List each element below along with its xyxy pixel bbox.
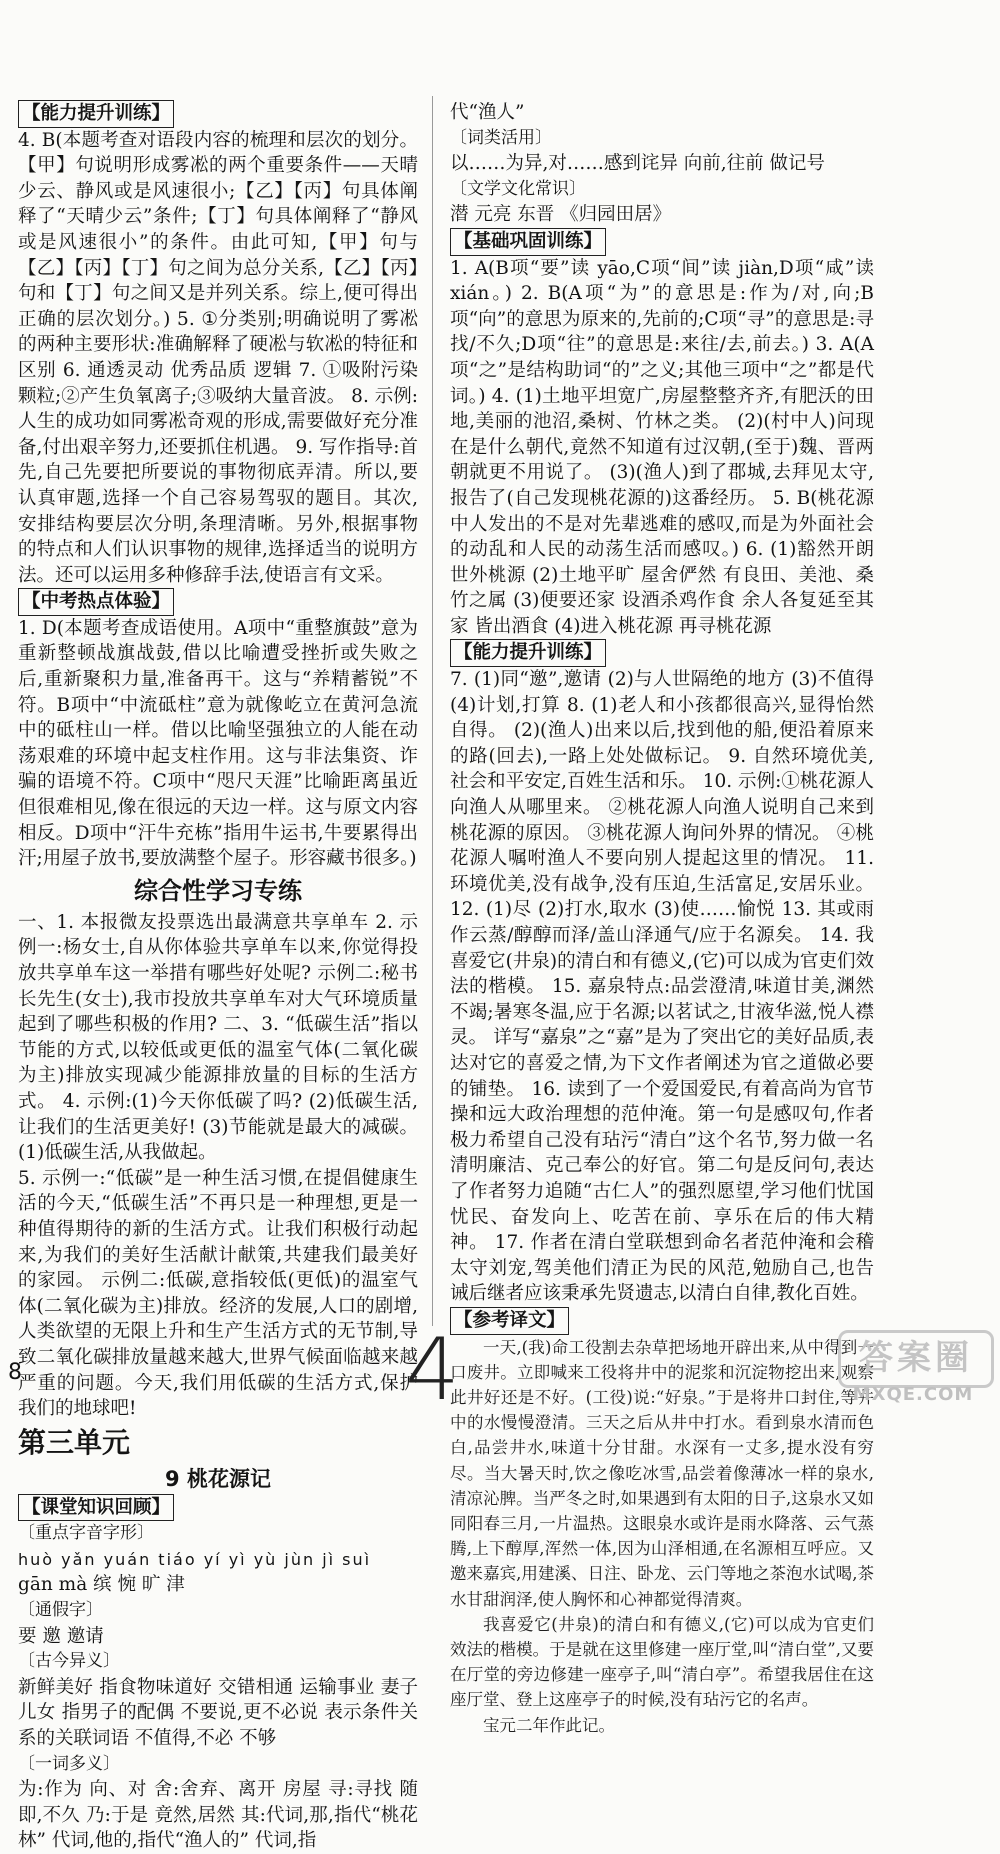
section-header-ability: 【能力提升训练】 — [450, 639, 606, 667]
section-header-basic: 【基础巩固训练】 — [450, 228, 606, 256]
sub-heading: 〔重点字音字形〕 — [18, 1523, 154, 1544]
answer-line: 要 邀 邀请 — [18, 1625, 104, 1647]
answer-paragraph: 为:作为 向、对 舍:舍弃、离开 房屋 寻:寻找 随即,不久 乃:于是 竟然,居然 其:代词,那,指代“桃花林” 代词,他的,指代“渔人的” 代词,指 — [18, 1779, 418, 1852]
translation-paragraph: 一天,(我)命工役割去杂草把场地开辟出来,从中得到一口废井。立即喊来工役将井中的泥浆和沉淀物挖出来,观察此井好还是不好。(工役)说:“好泉。”于是将井口封住,等井中的水慢慢澄清。三天之后从井中打水。看到泉水清而色白,品尝井水,味道十分甘甜。水深有一丈多,提水没有穷尽。当大暑天时,饮之像吃冰雪,品尝着像薄冰一样的泉水,清凉沁脾。当严冬之时,如果遇到有太阳的日子,这泉水又如同阳春三月,一片温热。这眼泉水或许是雨水降落、云气蒸腾,上下醇厚,浑然一体,因为山泽相通,在名源相互呼应。又邀来嘉宾,用建溪、日注、卧龙、云门等地之茶泡水试喝,茶水甘甜润泽,使人胸怀和心神都觉得清爽。 — [450, 1337, 874, 1609]
sub-heading: 〔文学文化常识〕 — [450, 178, 586, 199]
section-header-ability: 【能力提升训练】 — [18, 100, 174, 128]
chars-line: gān mà 缤 惋 旷 津 — [18, 1574, 185, 1596]
sub-heading: 〔一词多义〕 — [18, 1753, 120, 1774]
sub-heading: 〔古今异义〕 — [18, 1651, 120, 1672]
unit-title: 第三单元 — [18, 1425, 131, 1459]
section-header-review: 【课堂知识回顾】 — [18, 1494, 174, 1522]
section-title: 综合性学习专练 — [134, 876, 302, 905]
sub-heading: 〔通假字〕 — [18, 1600, 103, 1621]
answer-line: 以……为异,对……感到诧异 向前,往前 做记号 — [450, 153, 826, 175]
handwritten-page-mark: 4 — [405, 1320, 460, 1420]
answer-paragraph: 5. 示例一:“低碳”是一种生活习惯,在提倡健康生活的今天,“低碳生活”不再只是一种理想,更是一种值得期待的新的生活方式。让我们积极行动起来,为我们的美好生活献计献策,共建我们最美好的家园。 示例二:低碳,意指较低(更低)的温室气体(二氧化碳为主)排放。经济的发展,人口的剧增,人类欲望的无限上升和生产生活方式的无节制,导致二氧化碳排放量越来越大,世界气候面临越来越严重的问题。今天,我们用低碳的生活方式,保护我们的地球吧! — [18, 1167, 418, 1420]
lesson-title: 9 桃花源记 — [165, 1466, 271, 1491]
page-number: 8 — [8, 1360, 22, 1385]
left-column — [18, 100, 418, 1854]
translation-paragraph: 宝元二年作此记。 — [483, 1715, 615, 1735]
pinyin-line: huò yǎn yuán tiáo yí yì yù jùn jì suì — [18, 1549, 372, 1569]
column-divider — [432, 96, 433, 1326]
section-header-exam: 【中考热点体验】 — [18, 588, 174, 616]
section-header-translation: 【参考译文】 — [450, 1307, 569, 1335]
watermark — [838, 1330, 988, 1405]
watermark-logo: 答案圈 — [838, 1330, 994, 1388]
answer-paragraph: 7. (1)同“邀”,邀请 (2)与人世隔绝的地方 (3)不值得 (4)计划,打算 8. (1)老人和小孩都很高兴,显得怡然自得。 (2)(渔人)出来以后,找到他的船,便沿着原来的路(回去),一路上处处做标记。 9. 自然环境优美,社会和平安定,百姓生活和乐。 10. 示例:①桃花源人向渔人从哪里来。 ②桃花源人向渔人说明自己来到桃花源的原因。 ③桃花源人询问外界的情况。 ④桃花源人嘱咐渔人不要向别人提起这里的情况。 11. 环境优美,没有战争,没有压迫,生活富足,安居乐业。 12. (1)尽 (2)打水,取水 (3)使……愉悦 13. 其或雨作云蒸/醇醇而泽/盖山泽通气/应于名源矣。 14. 我喜爱它(井泉)的清白和有德义,(它)可以成为官吏们效法的楷模。 15. 嘉泉特点:品尝澄清,味道甘美,渊然不竭;暑寒冬温,应于名源;以茗试之,甘液华滋,悦人襟灵。 详写“嘉泉”之“嘉”是为了突出它的美好品质,表达对它的喜爱之情,为下文作者阐述为官之道做必要的铺垫。 16. 读到了一个爱国爱民,有着高尚为官节操和远大政治理想的范仲淹。第一句是感叹句,作者极力希望自己没有玷污“清白”这个名节,努力做一名清明廉洁、克己奉公的好官。第二句是反问句,表达了作者努力追随“古仁人”的强烈愿望,学习他们忧国忧民、奋发向上、吃苦在前、享乐在后的伟大精神。 17. 作者在清白堂联想到命名者范仲淹和会稽太守刘宠,驾美他们清正为民的风范,勉励自己,也告诫后继者应该秉承先贤遗志,以清白自律,教化百姓。 — [450, 669, 874, 1305]
answer-paragraph: 一、1. 本报微友投票选出最满意共享单车 2. 示例一:杨女士,自从你体验共享单车以来,你觉得投放共享单车这一举措有哪些好处呢? 示例二:秘书长先生(女士),我市投放共享单车对大气环境质量起到了哪些积极的作用? 二、3. “低碳生活”指以节能的方式,以较低或更低的温室气体(二氧化碳为主)排放实现减少能源排放量的目标的生活方式。 4. 示例:(1)今天你低碳了吗? (2)低碳生活,让我们的生活更美好! (3)节能就是最大的减碳。 (1)低碳生活,从我做起。 — [18, 911, 418, 1164]
answer-paragraph: 1. A(B项“要”读 yāo,C项“间”读 jiàn,D项“咸”读 xián。) 2. B(A项“为”的意思是:作为/对,向;B项“向”的意思为原来的,先前的;C项“寻”的意思是:寻找/不久;D项“往”的意思是:来往/去,前去。) 3. A(A项“之”是结构助词“的”之义;其他三项中“之”都是代词。) 4. (1)土地平坦宽广,房屋整整齐齐,有肥沃的田地,美丽的池沼,桑树、竹林之类。 (2)(村中人)问现在是什么朝代,竟然不知道有过汉朝,(至于)魏、晋两朝就更不用说了。 (3)(渔人)到了郡城,去拜见太守,报告了(自己发现桃花源的)这番经历。 5. B(桃花源中人发出的不是对先辈逃难的感叹,而是为外面社会的动乱和人民的动荡生活而感叹。) 6. (1)豁然开朗 世外桃源 (2)土地平旷 屋舍俨然 有良田、美池、桑竹之属 (3)便要还家 设酒杀鸡作食 余人各复延至其家 皆出酒食 (4)进入桃花源 再寻桃花源 — [450, 257, 874, 637]
answer-paragraph: 4. B(本题考查对语段内容的梳理和层次的划分。【甲】句说明形成雾凇的两个重要条件——天晴少云、静风或是风速很小;【乙】【丙】句具体阐释了“天晴少云”条件;【丁】句具体阐释了“静风或是风速很小”的条件。由此可知,【甲】句与【乙】【丙】【丁】句之间为总分关系,【乙】【丙】句和【丁】句之间又是并列关系。综上,便可得出正确的层次划分。) 5. ①分类别;明确说明了雾凇的两种主要形状:准确解释了硬凇与软凇的特征和区别 6. 通透灵动 优秀品质 逻辑 7. ①吸附污染颗粒;②产生负氧离子;③吸纳大量音波。 8. 示例:人生的成功如同雾凇奇观的形成,需要做好充分准备,付出艰辛努力,还要抓住机遇。 9. 写作指导:首先,自己先要把所要说的事物彻底弄清。所以,要认真审题,选择一个自己容易驾驭的题目。其次,安排结构要层次分明,条理清晰。另外,根据事物的特点和人们认识事物的规律,选择适当的说明方法。还可以运用多种修辞手法,使语言有文采。 — [18, 129, 418, 586]
watermark-url: MXQE.COM — [852, 1384, 974, 1405]
right-column — [450, 100, 874, 1738]
answer-line: 潜 元亮 东晋 《归园田居》 — [450, 204, 672, 226]
sub-heading: 〔词类活用〕 — [450, 127, 552, 148]
answer-line: 代“渔人” — [450, 102, 525, 123]
translation-paragraph: 我喜爱它(井泉)的清白和有德义,(它)可以成为官吏们效法的楷模。于是就在这里修建一座厅堂,叫“清白堂”,又要在厅堂的旁边修建一座亭子,叫“清白亭”。希望我居住在这座厅堂、登上这座亭子的时候,没有玷污它的名声。 — [450, 1614, 874, 1710]
answer-paragraph: 新鲜美好 指食物味道好 交错相通 运输事业 妻子儿女 指男子的配偶 不要说,更不必说 表示条件关系的关联词语 不值得,不必 不够 — [18, 1676, 418, 1750]
answer-paragraph: 1. D(本题考查成语使用。A项中“重整旗鼓”意为重新整顿战旗战鼓,借以比喻遭受挫折或失败之后,重新聚积力量,准备再干。这与“养精蓄锐”不符。B项中“中流砥柱”意为就像屹立在黄河急流中的砥柱山一样。借以比喻坚强独立的人能在动荡艰难的环境中起支柱作用。这与非法集资、诈骗的语境不符。C项中“咫尺天涯”比喻距离虽近但很难相见,像在很远的天边一样。这与原文内容相反。D项中“汗牛充栋”指用牛运书,牛要累得出汗;用屋子放书,要放满整个屋子。形容藏书很多。) — [18, 617, 418, 870]
